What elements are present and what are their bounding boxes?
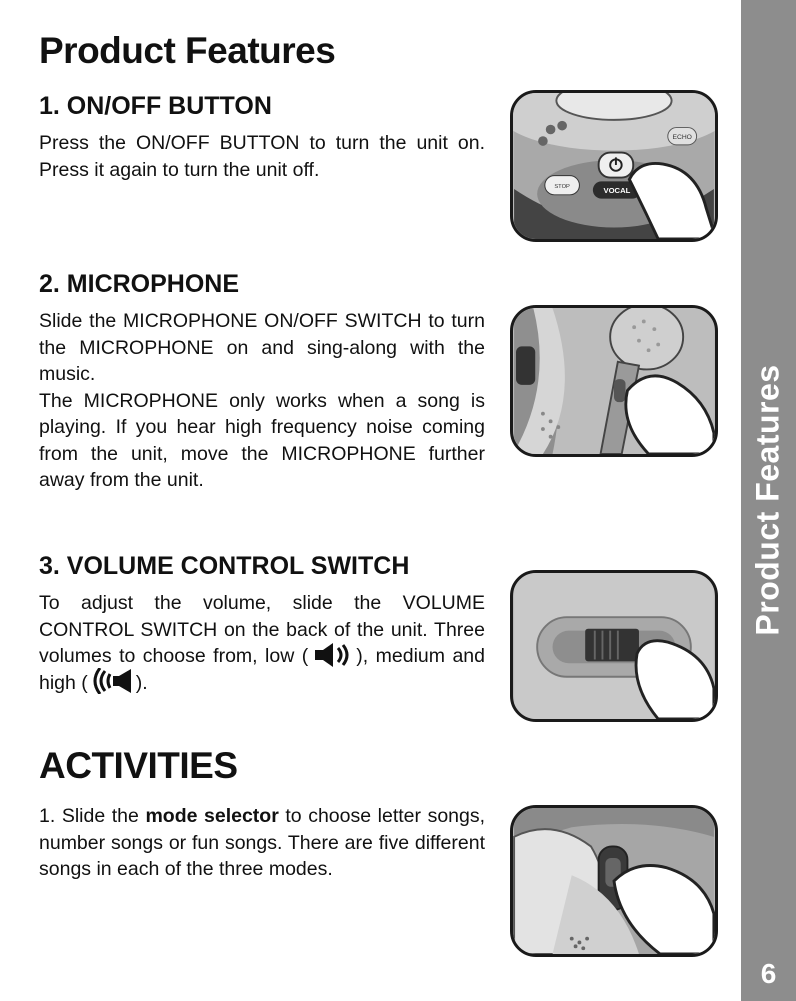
section-title-microphone: 2. MICROPHONE bbox=[39, 270, 240, 298]
stop-label: STOP bbox=[554, 184, 570, 191]
volume-switch-photo bbox=[510, 570, 718, 722]
section-title-volume: 3. VOLUME CONTROL SWITCH bbox=[39, 552, 410, 580]
mode-selector-term: mode selector bbox=[145, 805, 279, 827]
section-title-on-off: 1. ON/OFF BUTTON bbox=[39, 92, 272, 120]
side-title: Product Features bbox=[749, 364, 786, 636]
activities-title: ACTIVITIES bbox=[39, 745, 238, 786]
activities-text-1: 1. Slide the bbox=[39, 805, 146, 827]
volume-switch-illustration bbox=[513, 573, 715, 719]
volume-text-3: ). bbox=[135, 671, 148, 694]
on-off-illustration bbox=[513, 93, 715, 239]
page-title: Product Features bbox=[39, 30, 336, 71]
microphone-paragraph-2: The MICROPHONE only works when a song is playing. If you hear high frequency noise coming from the unit, move the MICROPHONE further away from the unit. bbox=[39, 389, 485, 491]
microphone-photo bbox=[510, 305, 718, 457]
volume-low-icon bbox=[309, 642, 355, 668]
volume-paragraph bbox=[39, 590, 485, 696]
section-text-microphone bbox=[39, 308, 485, 494]
activities-text-2: to choose letter songs, number songs or fun songs. There are five different songs in each of the three modes. bbox=[39, 805, 486, 880]
activities-text bbox=[39, 803, 485, 883]
echo-label: ECHO bbox=[672, 134, 692, 142]
on-off-paragraph: Press the ON/OFF BUTTON to turn the unit on. Press it again to turn the unit off. bbox=[39, 132, 485, 181]
volume-high-icon bbox=[89, 668, 135, 694]
volume-text-1: To adjust the volume, slide the VOLUME CONTROL SWITCH on the back of the unit. Three volumes to choose from, low ( bbox=[39, 592, 485, 667]
microphone-illustration bbox=[513, 308, 715, 454]
microphone-paragraph-1: Slide the MICROPHONE ON/OFF SWITCH to turn the MICROPHONE on and sing-along with the music. bbox=[39, 310, 485, 385]
page-number: 6 bbox=[760, 958, 777, 989]
vocal-label: VOCAL bbox=[603, 185, 631, 195]
mode-selector-photo bbox=[510, 805, 718, 957]
section-text-volume bbox=[39, 590, 485, 696]
on-off-button-photo bbox=[510, 90, 718, 242]
volume-text-2: ), medium and high ( bbox=[39, 645, 486, 694]
activities-paragraph bbox=[39, 803, 485, 883]
section-text-on-off bbox=[39, 130, 485, 183]
mode-selector-illustration bbox=[513, 808, 715, 954]
